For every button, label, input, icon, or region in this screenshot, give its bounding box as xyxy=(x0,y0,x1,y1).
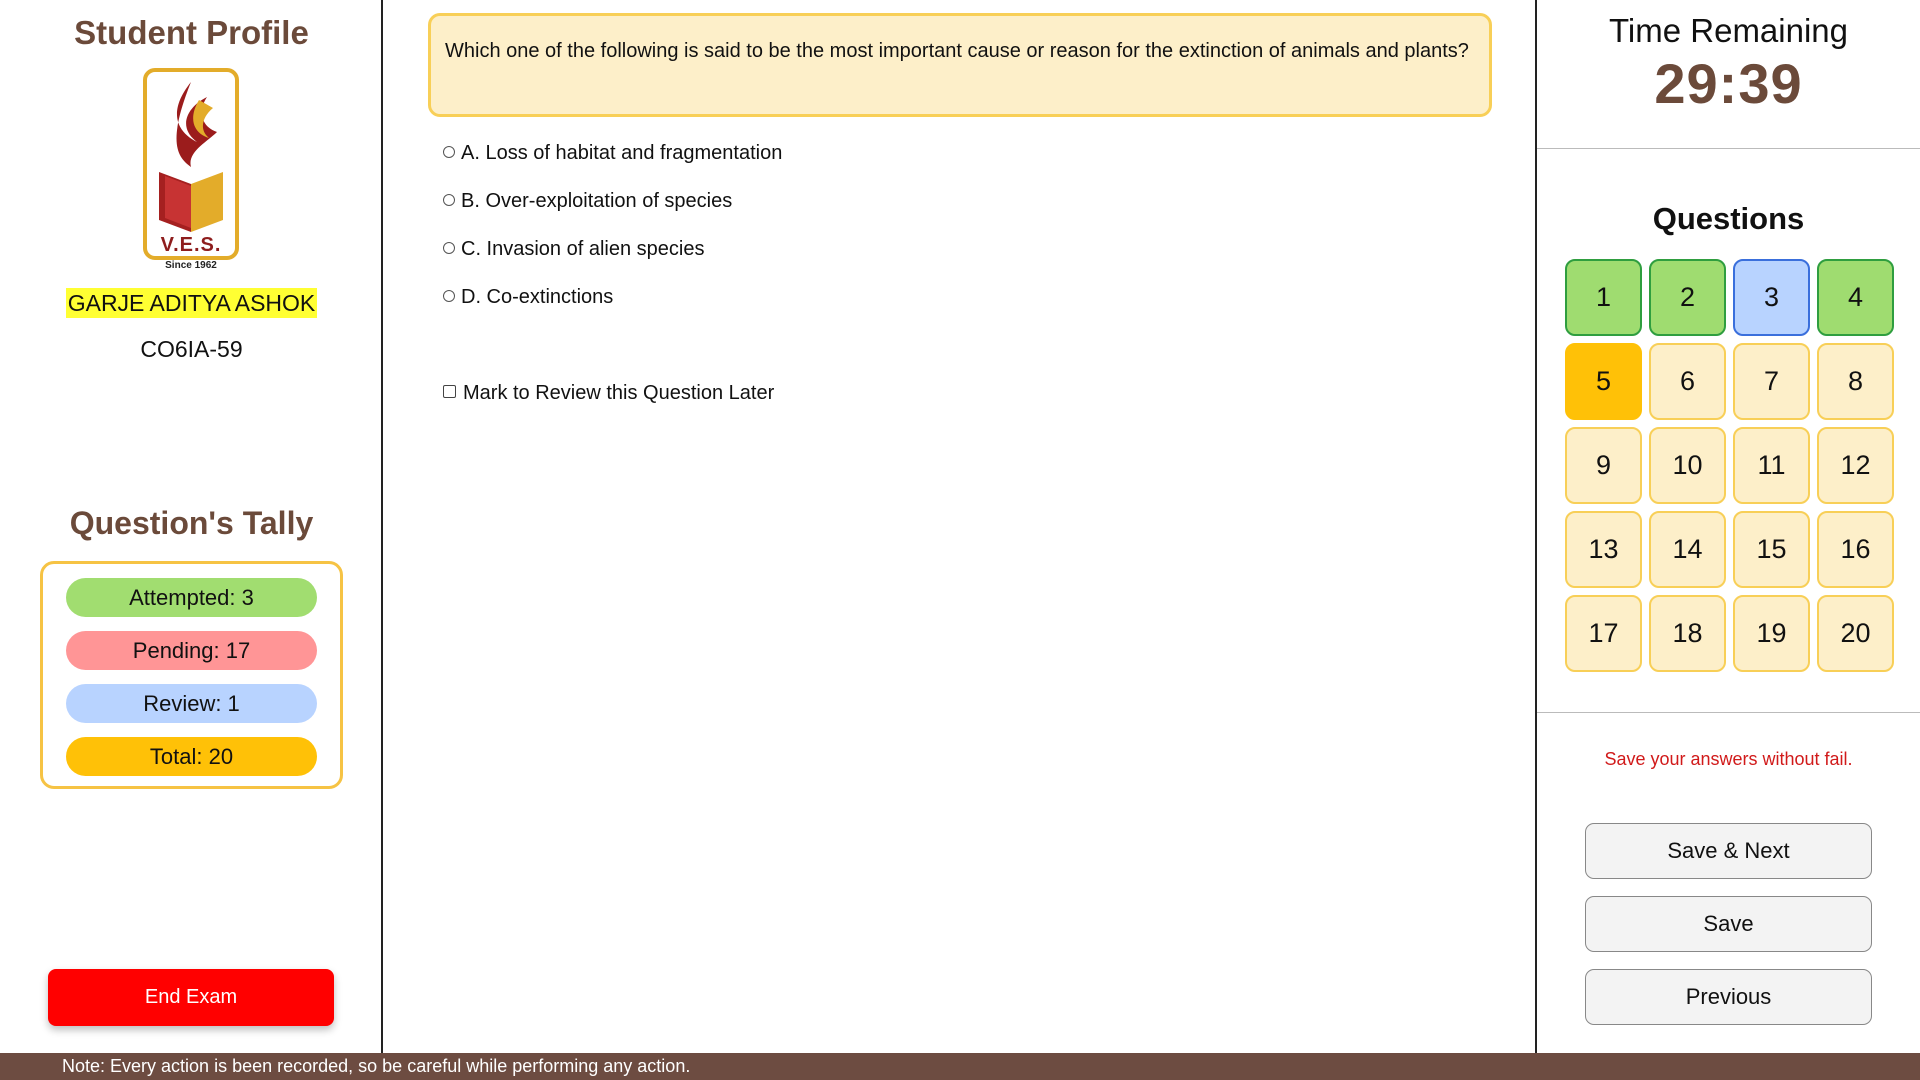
tally-total: Total: 20 xyxy=(66,737,317,776)
option-a[interactable] xyxy=(443,142,782,165)
question-text: Which one of the following is said to be the most important cause or reason for the extinction of animals and plants? xyxy=(428,13,1492,117)
question-button-11[interactable]: 11 xyxy=(1733,427,1810,504)
question-button-4[interactable]: 4 xyxy=(1817,259,1894,336)
question-button-9[interactable]: 9 xyxy=(1565,427,1642,504)
tally-review: Review: 1 xyxy=(66,684,317,723)
question-button-10[interactable]: 10 xyxy=(1649,427,1726,504)
tally-title: Question's Tally xyxy=(69,505,314,541)
option-b[interactable] xyxy=(443,190,732,213)
question-button-13[interactable]: 13 xyxy=(1565,511,1642,588)
option-label: B. Over-exploitation of species xyxy=(461,190,733,212)
divider xyxy=(1537,148,1920,149)
question-button-20[interactable]: 20 xyxy=(1817,595,1894,672)
question-button-3[interactable]: 3 xyxy=(1733,259,1810,336)
questions-title: Questions xyxy=(1652,201,1805,236)
footer-note-bar xyxy=(0,1053,1920,1080)
question-button-16[interactable]: 16 xyxy=(1817,511,1894,588)
radio-icon[interactable] xyxy=(443,146,455,158)
question-button-14[interactable]: 14 xyxy=(1649,511,1726,588)
question-button-5[interactable]: 5 xyxy=(1565,343,1642,420)
option-label: D. Co-extinctions xyxy=(461,286,614,308)
question-panel xyxy=(385,0,1535,1053)
question-grid xyxy=(1565,259,1896,672)
divider xyxy=(1537,712,1920,713)
student-name xyxy=(0,290,383,317)
option-label: A. Loss of habitat and fragmentation xyxy=(461,142,783,164)
radio-icon[interactable] xyxy=(443,194,455,206)
time-remaining-label: Time Remaining xyxy=(1608,12,1849,49)
student-roll: CO6IA-59 xyxy=(140,336,243,362)
tally-box xyxy=(40,561,343,789)
radio-icon[interactable] xyxy=(443,290,455,302)
question-button-18[interactable]: 18 xyxy=(1649,595,1726,672)
logo-since: Since 1962 xyxy=(165,260,217,271)
radio-icon[interactable] xyxy=(443,242,455,254)
school-logo xyxy=(143,68,239,273)
save-button[interactable]: Save xyxy=(1585,896,1872,952)
tally-pending: Pending: 17 xyxy=(66,631,317,670)
end-exam-button[interactable]: End Exam xyxy=(48,969,334,1026)
previous-button[interactable]: Previous xyxy=(1585,969,1872,1025)
mark-review-row[interactable] xyxy=(443,382,774,405)
logo-text: V.E.S. xyxy=(160,234,222,256)
profile-title: Student Profile xyxy=(74,14,309,51)
question-button-7[interactable]: 7 xyxy=(1733,343,1810,420)
student-profile-panel xyxy=(0,0,383,1053)
question-button-8[interactable]: 8 xyxy=(1817,343,1894,420)
question-button-17[interactable]: 17 xyxy=(1565,595,1642,672)
logo-badge xyxy=(143,68,239,260)
student-name-text: GARJE ADITYA ASHOK xyxy=(67,290,316,316)
footer-note: Note: Every action is been recorded, so be careful while performing any action. xyxy=(62,1056,691,1076)
option-c[interactable] xyxy=(443,238,704,261)
tally-attempted: Attempted: 3 xyxy=(66,578,317,617)
time-remaining-value: 29:39 xyxy=(1654,52,1803,115)
question-button-15[interactable]: 15 xyxy=(1733,511,1810,588)
save-note: Save your answers without fail. xyxy=(1604,749,1853,769)
question-button-19[interactable]: 19 xyxy=(1733,595,1810,672)
option-label: C. Invasion of alien species xyxy=(461,238,705,260)
flame-book-icon xyxy=(147,72,235,256)
mark-review-label: Mark to Review this Question Later xyxy=(463,382,775,404)
mark-review-checkbox[interactable] xyxy=(443,385,456,398)
save-next-button[interactable]: Save & Next xyxy=(1585,823,1872,879)
question-button-12[interactable]: 12 xyxy=(1817,427,1894,504)
option-d[interactable] xyxy=(443,286,613,309)
navigation-panel xyxy=(1535,0,1920,1053)
question-button-1[interactable]: 1 xyxy=(1565,259,1642,336)
question-button-2[interactable]: 2 xyxy=(1649,259,1726,336)
question-button-6[interactable]: 6 xyxy=(1649,343,1726,420)
